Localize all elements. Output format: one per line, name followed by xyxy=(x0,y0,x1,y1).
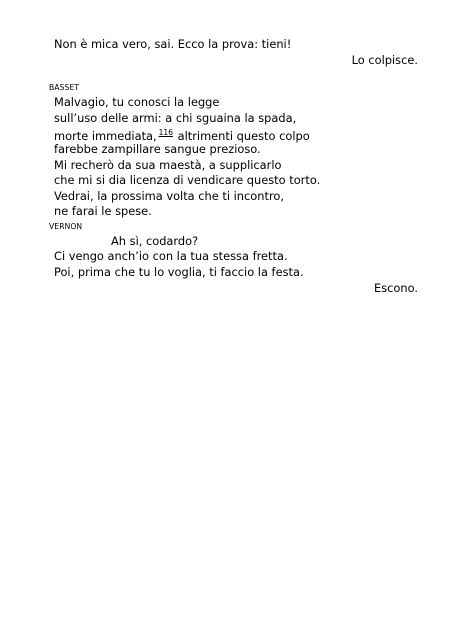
verse-line: Non è mica vero, sai. Ecco la prova: tieni! xyxy=(54,37,292,51)
footnote-link[interactable]: 116 xyxy=(158,128,173,137)
verse-text: altrimenti questo colpo xyxy=(177,129,310,143)
verse-line: sull’uso delle armi: a chi sguaina la spada, xyxy=(54,111,297,125)
verse-line: Ci vengo anch’io con la tua stessa fretta. xyxy=(54,249,288,263)
speaker-vernon: VERNON xyxy=(49,222,83,231)
verse-line: Mi recherò da sua maestà, a supplicarlo xyxy=(54,158,282,172)
verse-line: Ah sì, codardo? xyxy=(111,234,199,248)
verse-line: Poi, prima che tu lo voglia, ti faccio la festa. xyxy=(54,265,304,279)
stage-direction-exit: Escono. xyxy=(374,281,418,295)
verse-text: morte immediata, xyxy=(54,129,157,143)
verse-line: che mi si dia licenza di vendicare questo torto. xyxy=(54,173,321,187)
verse-line: Malvagio, tu conosci la legge xyxy=(54,95,220,109)
stage-direction-strike: Lo colpisce. xyxy=(351,53,418,67)
verse-line: ne farai le spese. xyxy=(54,204,152,218)
verse-line: Vedrai, la prossima volta che ti incontro, xyxy=(54,189,284,203)
verse-line: farebbe zampillare sangue prezioso. xyxy=(54,142,261,156)
speaker-basset: BASSET xyxy=(49,83,80,92)
